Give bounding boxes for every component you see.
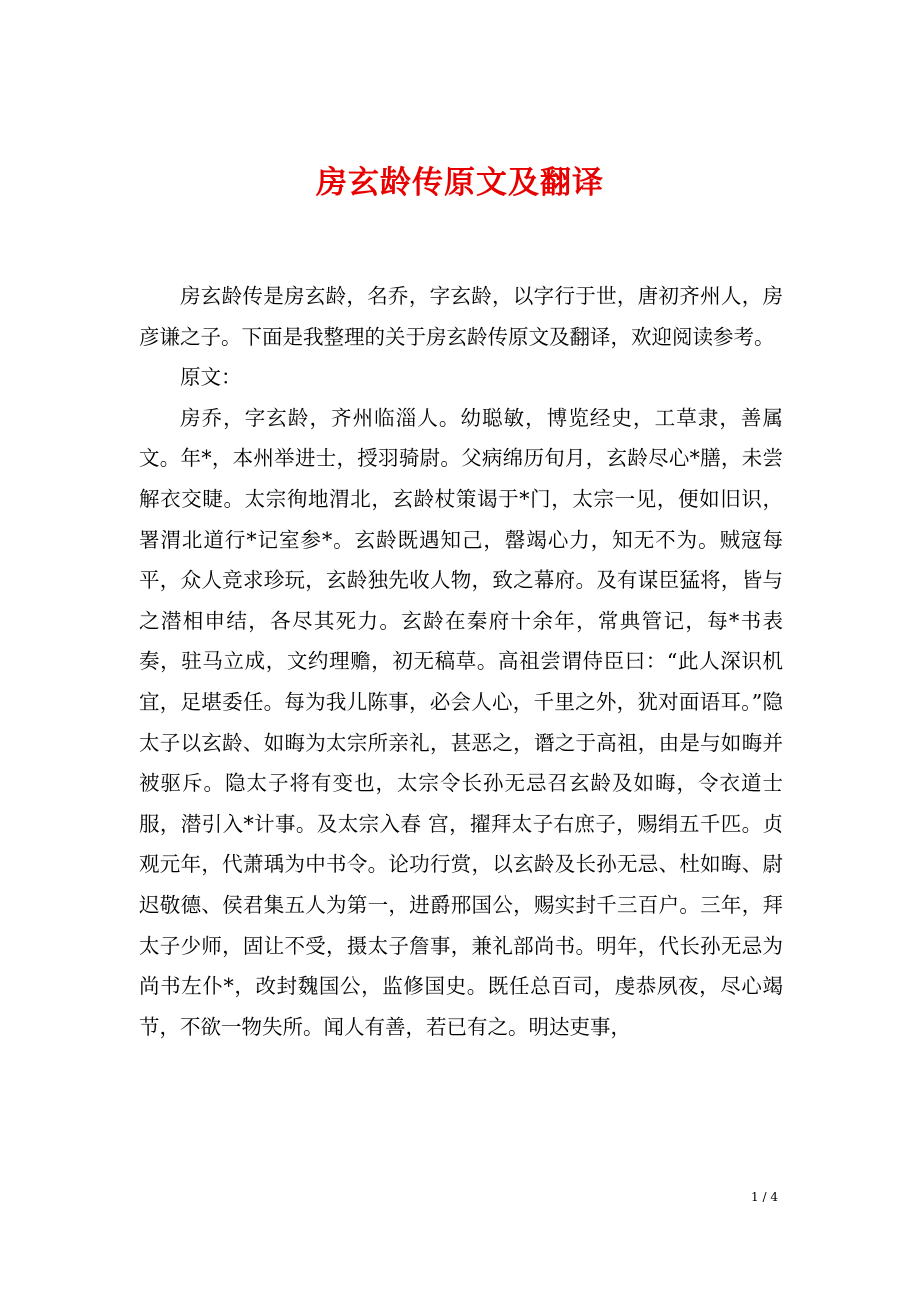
- original-text-paragraph: 房乔，字玄龄，齐州临淄人。幼聪敏，博览经史，工草隶，善属文。年*，本州举进士，授羽骑尉。父病绵历旬月，玄龄尽心*膳，未尝解衣交睫。太宗徇地渭北，玄龄杖策谒于*门，太宗一见，便如旧识，署渭北道行*记室参*。玄龄既遇知己，罄竭心力，知无不为。贼寇每平，众人竞求珍玩，玄龄独先收人物，致之幕府。及有谋臣猛将，皆与之潜相申结，各尽其死力。玄龄在秦府十余年，常典管记，每*书表奏，驻马立成，文约理赡，初无稿草。高祖尝谓侍臣曰：“此人深识机宜，足堪委任。每为我儿陈事，必会人心，千里之外，犹对面语耳。”隐太子以玄龄、如晦为太宗所亲礼，甚恶之，谮之于高祖，由是与如晦并被驱斥。隐太子将有变也，太宗令长孙无忌召玄龄及如晦，令衣道士服，潜引入*计事。及太宗入春 宫，擢拜太子右庶子，赐绢五千匹。贞观元年，代萧瑀为中书令。论功行赏，以玄龄及长孙无忌、杜如晦、尉迟敬德、侯君集五人为第一，进爵邢国公，赐实封千三百户。三年，拜太子少师，固让不受，摄太子詹事，兼礼部尚书。明年，代长孙无忌为尚书左仆*，改封魏国公，监修国史。既任总百司，虔恭夙夜，尽心竭节，不欲一物失所。闻人有善，若已有之。明达吏事，: [139, 405, 783, 1039]
- section-heading-original: 原文：: [180, 365, 242, 390]
- intro-paragraph: 房玄龄传是房玄龄，名乔，字玄龄，以字行于世，唐初齐州人，房彦谦之子。下面是我整理的关于房玄龄传原文及翻译，欢迎阅读参考。: [139, 284, 783, 349]
- page-number: 1 / 4: [751, 1190, 778, 1204]
- document-body: [139, 276, 783, 1047]
- document-title: 房玄龄传原文及翻译: [316, 164, 604, 201]
